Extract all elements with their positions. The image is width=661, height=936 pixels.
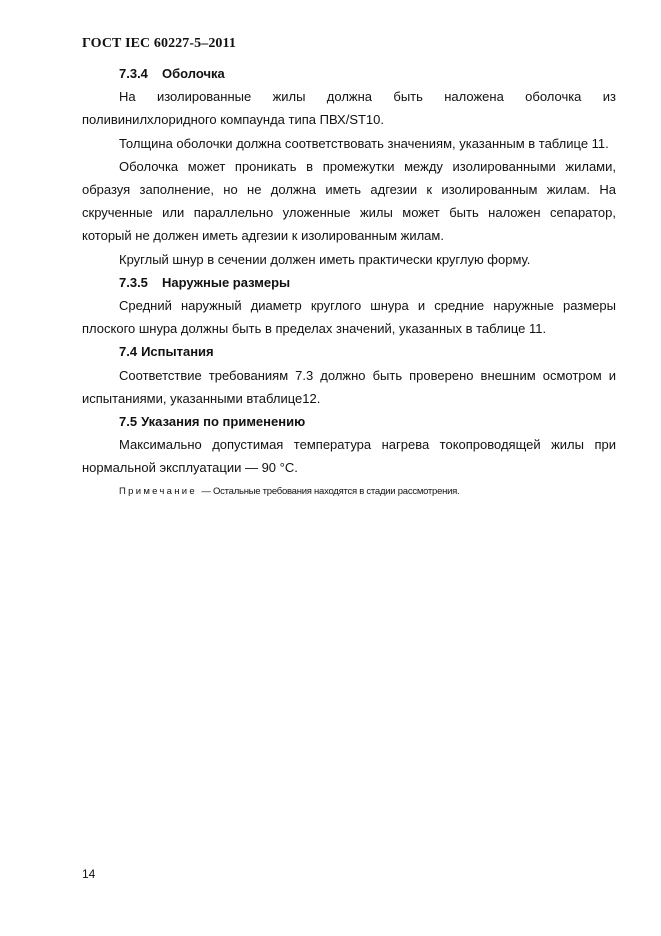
section-heading-7-4 — [82, 340, 616, 363]
section-title: Указания по применению — [141, 414, 306, 430]
section-heading-7-3-4 — [82, 62, 616, 85]
section-number: 7.5 — [119, 414, 138, 430]
paragraph: Соответствие требованиям 7.3 должно быть проверено внешним осмотром и испытаниями, указанными втаблице12. — [82, 367, 616, 406]
section-heading-7-5 — [82, 410, 616, 433]
section-heading-7-3-5 — [82, 271, 616, 294]
section-number: 7.3.5 — [119, 274, 148, 290]
paragraph: Максимально допустимая температура нагрева токопроводящей жилы при нормальной эксплуатации — 90 °С. — [82, 437, 616, 476]
document-body — [82, 62, 616, 503]
document-header: ГОСТ IEC 60227-5–2011 — [82, 36, 236, 51]
note — [82, 480, 616, 503]
paragraph: Средний наружный диаметр круглого шнура и средние наружные размеры плоского шнура должны быть в пределах значений, указанных в таблице 11. — [82, 298, 616, 337]
section-number: 7.4 — [119, 344, 138, 360]
section-title: Наружные размеры — [162, 274, 291, 290]
paragraph: Круглый шнур в сечении должен иметь практически круглую форму. — [119, 251, 531, 267]
note-text: — Остальные требования находятся в стадии рассмотрения. — [201, 485, 460, 497]
paragraph: Оболочка может проникать в промежутки между изолированными жилами, образуя заполнение, но не должна иметь адгезии к изолированным жилам. На скрученные или параллельно уложенные жилы может быть наложен сепаратор, который не должен иметь адгезии к изолированным жилам. — [82, 158, 616, 244]
paragraph: На изолированные жилы должна быть наложена оболочка из поливинилхлоридного компаунда типа ПВХ/ST10. — [82, 89, 616, 128]
paragraph: Толщина оболочки должна соответствовать значениям, указанным в таблице 11. — [119, 135, 609, 151]
section-title: Оболочка — [162, 66, 225, 81]
page-number: 14 — [82, 867, 96, 881]
section-title: Испытания — [141, 344, 214, 360]
note-label: Примечание — [119, 485, 197, 497]
section-number: 7.3.4 — [119, 66, 148, 81]
